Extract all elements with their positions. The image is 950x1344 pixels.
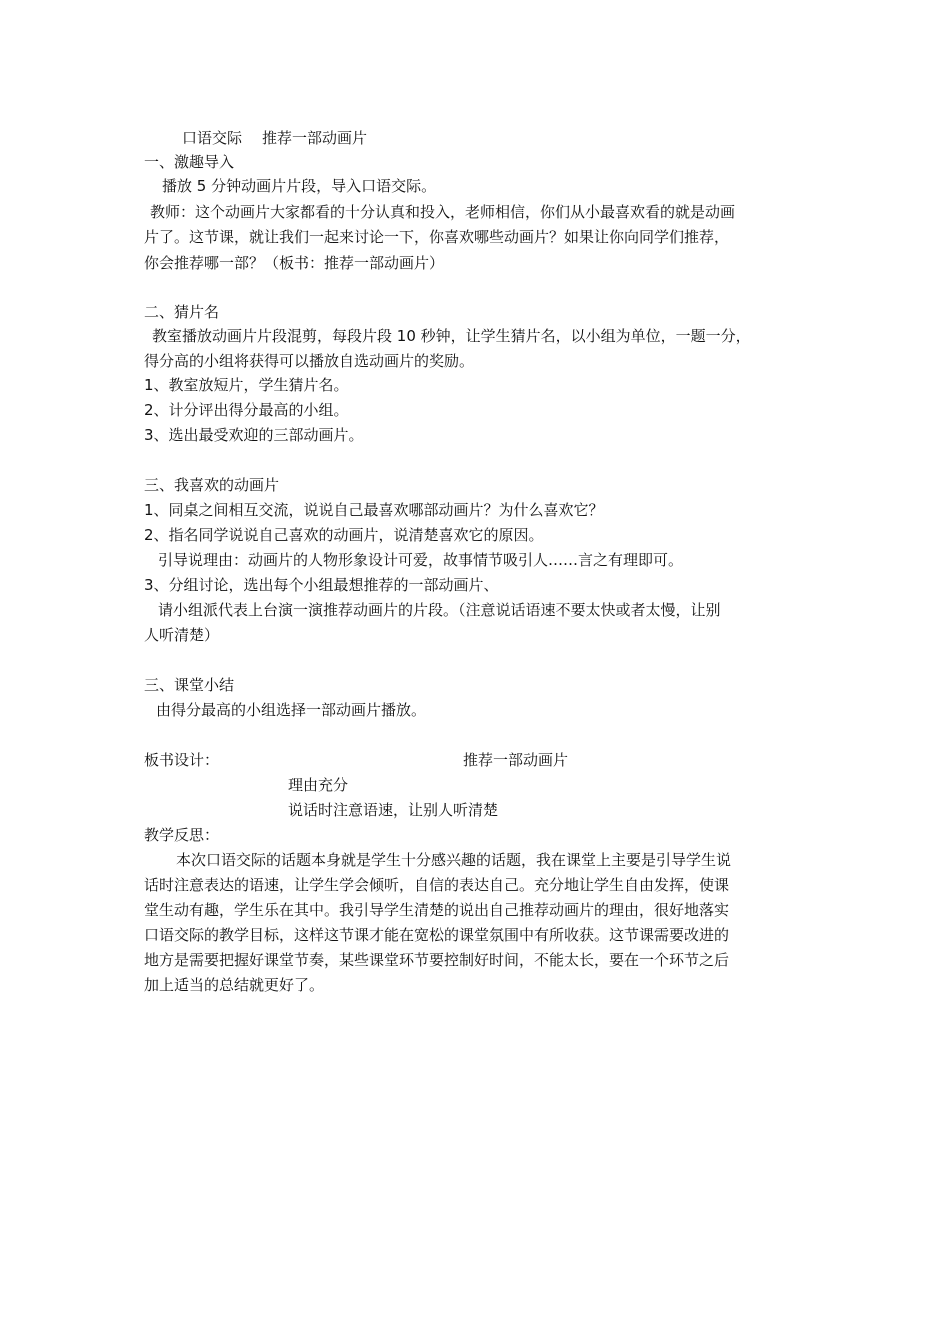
sec1-intro: 播放 5 分钟动画片片段，导入口语交际。 — [162, 177, 437, 195]
doc-title — [182, 127, 367, 149]
reflection-line: 口语交际的教学目标，这样这节课才能在宽松的课堂氛围中有所收获。这节课需要改进的 — [144, 926, 730, 944]
sec3-guide: 引导说理由：动画片的人物形象设计可爱，故事情节吸引人……言之有理即可。 — [158, 551, 684, 569]
sec3-item: 1、同桌之间相互交流，说说自己最喜欢哪部动画片？为什么喜欢它？ — [144, 501, 604, 519]
sec2-list-item: 1、教室放短片，学生猜片名。 — [144, 376, 349, 394]
reflection-line: 加上适当的总结就更好了。 — [144, 976, 325, 994]
sec1-teacher-line: 教师：这个动画片大家都看的十分认真和投入，老师相信，你们从小最喜欢看的就是动画 — [150, 203, 736, 221]
title-part2: 推荐一部动画片 — [262, 129, 368, 147]
sec1-teacher-line: 你会推荐哪一部？（板书：推荐一部动画片） — [144, 254, 445, 272]
board-line: 说话时注意语速，让别人听清楚 — [288, 801, 499, 819]
reflection-label: 教学反思： — [144, 826, 220, 844]
sec2-list-item: 3、选出最受欢迎的三部动画片。 — [144, 426, 364, 444]
sec4-heading: 三、课堂小结 — [144, 676, 235, 694]
sec3-heading: 三、我喜欢的动画片 — [144, 476, 280, 494]
board-label: 板书设计： — [144, 751, 220, 769]
sec2-list-item: 2、计分评出得分最高的小组。 — [144, 401, 349, 419]
sec1-teacher-line: 片了。这节课，就让我们一起来讨论一下，你喜欢哪些动画片？如果让你向同学们推荐， — [144, 228, 730, 246]
board-line: 理由充分 — [288, 776, 349, 794]
reflection-line: 话时注意表达的语速，让学生学会倾听，自信的表达自己。充分地让学生自由发挥，使课 — [144, 876, 730, 894]
reflection-line: 本次口语交际的话题本身就是学生十分感兴趣的话题，我在课堂上主要是引导学生说 — [176, 851, 732, 869]
sec3-item: 3、分组讨论，选出每个小组最想推荐的一部动画片、 — [144, 576, 499, 594]
board-title: 推荐一部动画片 — [463, 751, 569, 769]
reflection-line: 地方是需要把握好课堂节奏，某些课堂环节要控制好时间，不能太长，要在一个环节之后 — [144, 951, 730, 969]
sec2-heading: 二、猜片名 — [144, 303, 220, 321]
reflection-line: 堂生动有趣，学生乐在其中。我引导学生清楚的说出自己推荐动画片的理由，很好地落实 — [144, 901, 730, 919]
sec3-perform-line: 人听清楚） — [144, 626, 220, 644]
sec2-desc-line: 教室播放动画片片段混剪，每段片段 10 秒钟，让学生猜片名，以小组为单位，一题一分， — [152, 327, 751, 345]
sec3-perform-line: 请小组派代表上台演一演推荐动画片的片段。（注意说话语速不要太快或者太慢，让别 — [158, 601, 721, 619]
title-part1: 口语交际 — [182, 129, 243, 147]
sec4-text: 由得分最高的小组选择一部动画片播放。 — [156, 701, 427, 719]
sec2-desc-line: 得分高的小组将获得可以播放自选动画片的奖励。 — [144, 352, 475, 370]
sec1-heading: 一、激趣导入 — [144, 153, 235, 171]
sec3-item: 2、指名同学说说自己喜欢的动画片，说清楚喜欢它的原因。 — [144, 526, 544, 544]
